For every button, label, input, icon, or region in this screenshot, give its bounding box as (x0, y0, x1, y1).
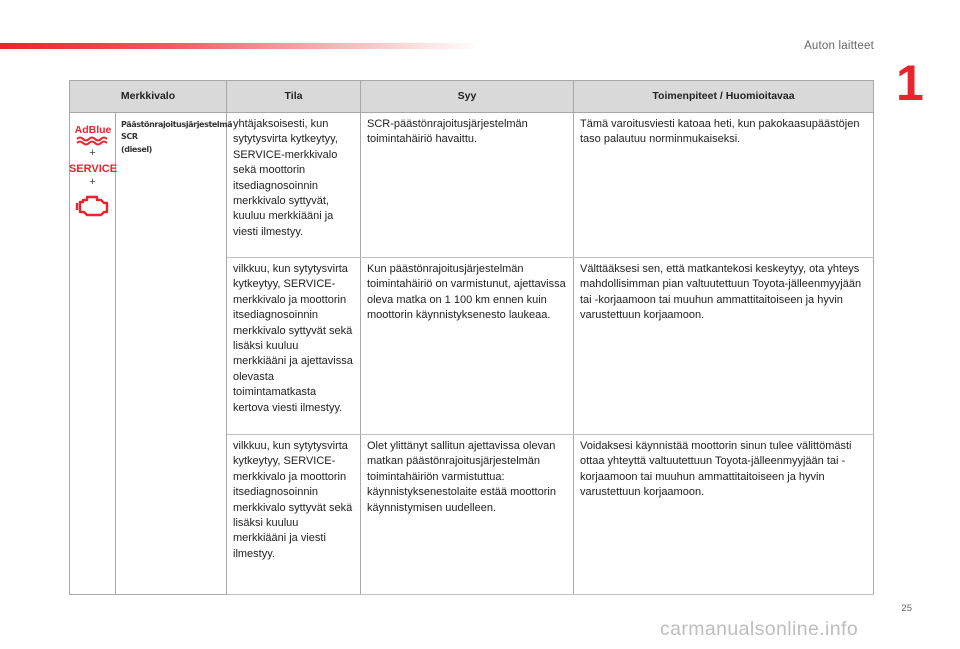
syy-cell: Olet ylittänyt sallitun ajettavissa olevan matkan päästönrajoitusjärjestelmän toimintahäiriön varmistuttua: käynnistyksenestolaite estää moottorin käynnistymisen uudelleen. (361, 435, 574, 595)
svg-text:SERVICE: SERVICE (68, 163, 117, 175)
toimenpiteet-cell: Voidaksesi käynnistää moottorin sinun tulee välittömästi ottaa yhteyttä valtuutettuun Toyota-jälleenmyyjään tai -korjaamoon tai muuhun ammattitaitoiseen ja hyvin varustettuun korjaamoon. (574, 435, 874, 595)
system-name-line: (diesel) (121, 144, 152, 154)
tila-cell: vilkkuu, kun sytytysvirta kytkeytyy, SERVICE-merkkivalo ja moottorin itsediagnosoinnin merkkivalo syttyvät sekä lisäksi kuuluu merkkiääni ja ajettavissa olevasta toimintamatkasta kertova viesti ilmestyy. (227, 258, 361, 435)
syy-cell: Kun päästönrajoitusjärjestelmän toimintahäiriö on varmistunut, ajettavissa oleva matka on 1 100 km ennen kuin moottorin käynnistyksenesto laukeaa. (361, 258, 574, 435)
toimenpiteet-cell: Välttääksesi sen, että matkantekosi keskeytyy, ota yhteys mahdollisimman pian valtuutettuun Toyota-jälleenmyyjään tai -korjaamoon tai muuhun ammattitaitoiseen ja hyvin varustettuun korjaamoon. (574, 258, 874, 435)
indicator-icon-stack (68, 123, 117, 233)
tila-cell: yhtäjaksoisesti, kun sytytysvirta kytkeytyy, SERVICE-merkkivalo sekä moottorin itsediagnosoinnin merkkivalo syttyvät, kuuluu merkkiääni ja viesti ilmestyy. (227, 113, 361, 258)
table-header-row (70, 81, 874, 113)
column-header-toimenpiteet: Toimenpiteet / Huomioitavaa (574, 81, 874, 113)
toimenpiteet-cell: Tämä varoitusviesti katoaa heti, kun pakokaasupäästöjen taso palautuu norminmukaiseksi. (574, 113, 874, 258)
plus-sign: + (89, 147, 96, 159)
system-name-line: SCR (121, 132, 138, 142)
syy-cell: SCR-päästönrajoitusjärjestelmän toimintahäiriö havaittu. (361, 113, 574, 258)
engine-icon (77, 193, 109, 217)
column-header-tila: Tila (227, 81, 361, 113)
watermark: carmanualsonline.info (660, 618, 859, 640)
column-header-syy: Syy (361, 81, 574, 113)
header-accent-bar (0, 43, 480, 49)
indicator-table (69, 80, 874, 595)
svg-text:AdBlue: AdBlue (74, 124, 111, 136)
table-row (70, 113, 874, 258)
adblue-icon (73, 123, 113, 145)
chapter-number: 1 (896, 55, 924, 111)
section-title: Auton laitteet (804, 40, 874, 52)
service-icon (68, 161, 117, 175)
column-header-merkkivalo: Merkkivalo (70, 81, 227, 113)
system-name-line: Päästönrajoitusjärjestelmä (121, 120, 233, 129)
indicator-icons-cell (70, 113, 116, 595)
plus-sign: + (89, 176, 96, 188)
system-name-cell (116, 113, 233, 595)
page-number: 25 (901, 603, 912, 614)
tila-cell: vilkkuu, kun sytytysvirta kytkeytyy, SERVICE-merkkivalo ja moottorin itsediagnosoinnin merkkivalo syttyvät sekä lisäksi kuuluu merkkiääni ja viesti ilmestyy. (227, 435, 361, 595)
